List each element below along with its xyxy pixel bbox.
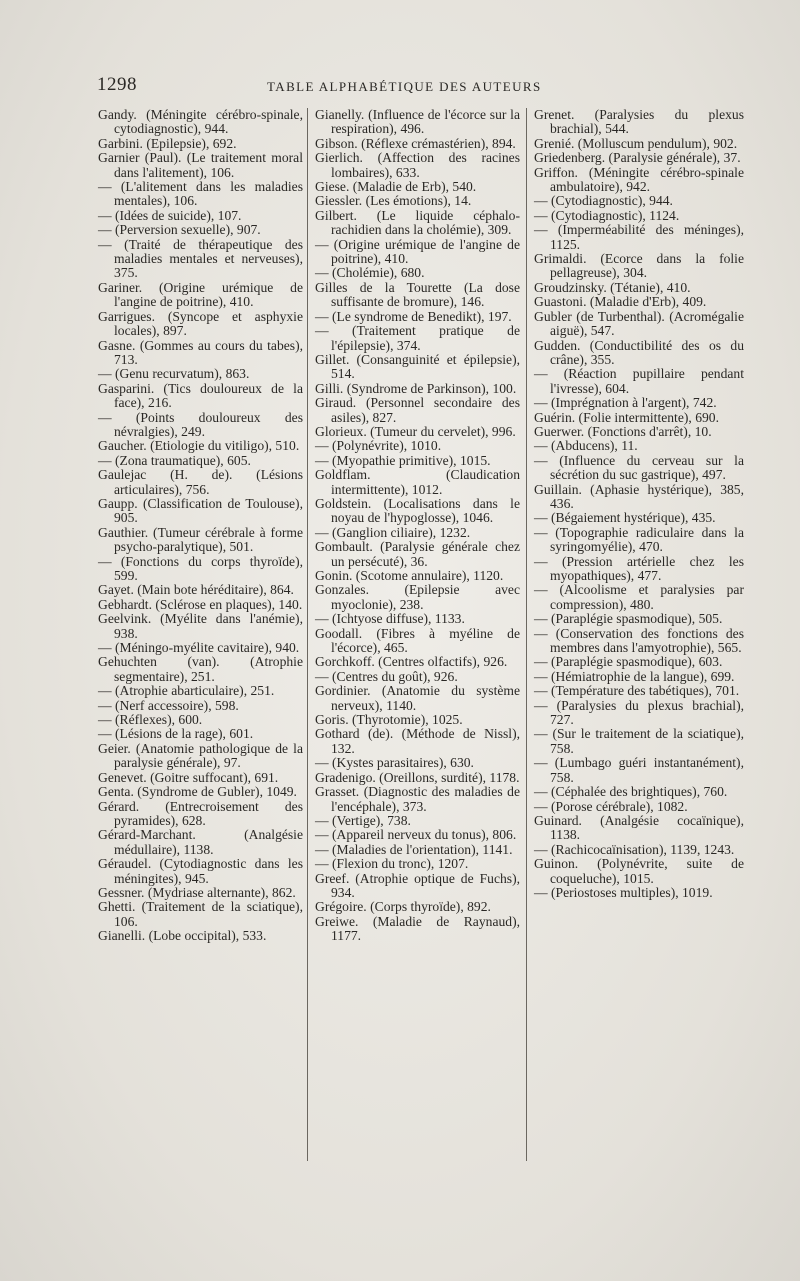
- index-entry: — (Traitement pratique de l'épilepsie), 374.: [315, 323, 520, 353]
- index-entry: Garrigues. (Syncope et asphyxie locales), 897.: [98, 308, 303, 339]
- index-entry: — (Céphalée des brightiques), 760.: [534, 784, 728, 800]
- index-entry: Gianelly. (Influence de l'écorce sur la respiration), 496.: [315, 107, 520, 137]
- index-entry: Goodall. (Fibres à myéline de l'écorce), 465.: [315, 625, 520, 656]
- index-entry: Gasparini. (Tics douloureux de la face), 216.: [98, 380, 303, 411]
- index-entry: Goldflam. (Claudication intermittente), 1012.: [315, 467, 520, 497]
- index-entry: — (Porose cérébrale), 1082.: [534, 798, 688, 814]
- index-entry: Guillain. (Aphasie hystérique), 385, 436.: [534, 481, 744, 511]
- index-entry: — (Cholémie), 680.: [315, 265, 425, 281]
- index-entry: Gauthier. (Tumeur cérébrale à forme psycho-paralytique), 501.: [98, 524, 303, 555]
- index-entry: — (Bégaiement hystérique), 435.: [534, 510, 716, 526]
- index-entry: Gianelli. (Lobe occipital), 533.: [98, 928, 267, 944]
- index-entry: Griedenberg. (Paralysie générale), 37.: [534, 150, 741, 166]
- index-entry: — (Alcoolisme et paralysies par compression), 480.: [534, 582, 744, 612]
- index-column-right: [534, 108, 744, 900]
- index-entry: — (Genu recurvatum), 863.: [98, 366, 250, 382]
- index-entry: — (Topographie radiculaire dans la syringomyélie), 470.: [534, 524, 744, 555]
- index-entry: Guastoni. (Maladie d'Erb), 409.: [534, 294, 707, 310]
- index-entry: — (Flexion du tronc), 1207.: [315, 856, 469, 872]
- index-entry: — (Influence du cerveau sur la sécrétion du suc gastrique), 497.: [534, 452, 744, 483]
- index-entry: — (Centres du goût), 926.: [315, 668, 458, 684]
- index-entry: Grenet. (Paralysies du plexus brachial), 544.: [534, 107, 744, 137]
- index-entry: Gradenigo. (Oreillons, surdité), 1178.: [315, 769, 520, 785]
- index-entry: — (L'alitement dans les maladies mentales), 106.: [98, 179, 303, 209]
- index-entry: Ghetti. (Traitement de la sciatique), 106.: [98, 899, 303, 929]
- index-entry: Grimaldi. (Ecorce dans la folie pellagreuse), 304.: [534, 251, 744, 281]
- index-entry: — (Cytodiagnostic), 1124.: [534, 207, 680, 223]
- column-rule: [307, 108, 308, 1161]
- index-column-middle: [315, 108, 520, 944]
- index-entry: — (Lésions de la rage), 601.: [98, 726, 254, 742]
- index-entry: Gaucher. (Etiologie du vitiligo), 510.: [98, 438, 300, 454]
- index-entry: — (Cytodiagnostic), 944.: [534, 193, 673, 209]
- index-entry: Gubler (de Turbenthal). (Acromégalie aiguë), 547.: [534, 308, 744, 339]
- index-entry: Giessler. (Les émotions), 14.: [315, 193, 472, 209]
- index-entry: — (Paraplégie spasmodique), 505.: [534, 611, 723, 627]
- index-entry: Gariner. (Origine urémique de l'angine de poitrine), 410.: [98, 279, 303, 310]
- index-entry: — (Hémiatrophie de la langue), 699.: [534, 668, 735, 684]
- index-entry: — (Sur le traitement de la sciatique), 758.: [534, 726, 744, 756]
- index-entry: Gessner. (Mydriase alternante), 862.: [98, 884, 296, 900]
- index-entry: Gibson. (Réflexe crémastérien), 894.: [315, 135, 516, 151]
- index-entry: — (Imprégnation à l'argent), 742.: [534, 395, 717, 411]
- index-entry: Gilbert. (Le liquide céphalo-rachidien dans la cholémie), 309.: [315, 207, 520, 238]
- index-entry: — (Réflexes), 600.: [98, 712, 203, 728]
- index-entry: Groudzinsky. (Tétanie), 410.: [534, 279, 691, 295]
- index-entry: Giese. (Maladie de Erb), 540.: [315, 179, 477, 195]
- index-entry: Guinard. (Analgésie cocaïnique), 1138.: [534, 812, 744, 843]
- index-entry: Gaulejac (H. de). (Lésions articulaires), 756.: [98, 467, 303, 497]
- index-column-left: [98, 108, 303, 944]
- index-entry: — (Maladies de l'orientation), 1141.: [315, 841, 513, 857]
- index-entry: Gilli. (Syndrome de Parkinson), 100.: [315, 380, 517, 396]
- index-entry: — (Conservation des fonctions des membres dans l'amyotrophie), 565.: [534, 625, 744, 656]
- index-entry: — (Appareil nerveux du tonus), 806.: [315, 827, 517, 843]
- index-entry: Gothard (de). (Méthode de Nissl), 132.: [315, 726, 520, 756]
- index-entry: — (Nerf accessoire), 598.: [98, 697, 239, 713]
- index-entry: — (Traité de thérapeutique des maladies mentales et nerveuses), 375.: [98, 236, 303, 281]
- index-entry: Gonzales. (Epilepsie avec myoclonie), 238.: [315, 582, 520, 612]
- index-entry: Geelvink. (Myélite dans l'anémie), 938.: [98, 611, 303, 641]
- index-entry: — (Rachicocaïnisation), 1139, 1243.: [534, 841, 735, 857]
- index-entry: — (Paralysies du plexus brachial), 727.: [534, 697, 744, 728]
- index-entry: Gillet. (Consanguinité et épilepsie), 514.: [315, 351, 520, 382]
- index-entry: — (Fonctions du corps thyroïde), 599.: [98, 553, 303, 583]
- index-entry: Gorchkoff. (Centres olfactifs), 926.: [315, 654, 508, 670]
- index-entry: Goldstein. (Localisations dans le noyau de l'hypoglosse), 1046.: [315, 495, 520, 526]
- index-entry: Gonin. (Scotome annulaire), 1120.: [315, 568, 504, 583]
- index-entry: — (Lumbago guéri instantanément), 758.: [534, 755, 744, 785]
- index-entry: Genta. (Syndrome de Gubler), 1049.: [98, 784, 297, 800]
- index-entry: — (Imperméabilité des méninges), 1125.: [534, 222, 744, 252]
- index-entry: — (Idées de suicide), 107.: [98, 207, 242, 223]
- index-entry: Greiwe. (Maladie de Raynaud), 1177.: [315, 913, 520, 944]
- index-entry: — (Paraplégie spasmodique), 603.: [534, 654, 723, 670]
- index-entry: — (Perversion sexuelle), 907.: [98, 222, 261, 238]
- index-entry: — (Zona traumatique), 605.: [98, 452, 251, 468]
- index-entry: Gérard-Marchant. (Analgésie médullaire), 1138.: [98, 827, 303, 857]
- index-entry: — (Periostoses multiples), 1019.: [534, 884, 713, 900]
- index-entry: Giraud. (Personnel secondaire des asiles), 827.: [315, 395, 520, 425]
- running-head: TABLE ALPHABÉTIQUE DES AUTEURS: [267, 79, 542, 94]
- index-entry: Grasset. (Diagnostic des maladies de l'encéphale), 373.: [315, 784, 520, 814]
- page-number: 1298: [97, 74, 137, 95]
- index-columns: [98, 108, 756, 1168]
- index-entry: — (Polynévrite), 1010.: [315, 438, 442, 454]
- index-entry: — (Points douloureux des névralgies), 249.: [98, 409, 303, 439]
- index-entry: — (Réaction pupillaire pendant l'ivresse), 604.: [534, 366, 744, 396]
- index-entry: Gayet. (Main bote héréditaire), 864.: [98, 582, 294, 598]
- page-header: [97, 74, 757, 102]
- index-entry: Gombault. (Paralysie générale chez un persécuté), 36.: [315, 539, 520, 569]
- index-entry: — (Pression artérielle chez les myopathiques), 477.: [534, 553, 744, 583]
- index-entry: — (Température des tabétiques), 701.: [534, 683, 740, 699]
- index-entry: Gudden. (Conductibilité des os du crâne), 355.: [534, 337, 744, 367]
- index-entry: Garbini. (Epilepsie), 692.: [98, 135, 237, 151]
- index-entry: Glorieux. (Tumeur du cervelet), 996.: [315, 423, 516, 439]
- index-entry: Greef. (Atrophie optique de Fuchs), 934.: [315, 870, 520, 900]
- index-entry: — (Méningo-myélite cavitaire), 940.: [98, 640, 300, 656]
- index-entry: Gasne. (Gommes au cours du tabes), 713.: [98, 337, 303, 367]
- index-entry: Genevet. (Goitre suffocant), 691.: [98, 769, 279, 785]
- index-entry: Gebhardt. (Sclérose en plaques), 140.: [98, 596, 303, 612]
- index-entry: — (Kystes parasitaires), 630.: [315, 755, 474, 771]
- index-entry: Guérin. (Folie intermittente), 690.: [534, 409, 719, 425]
- index-entry: — (Origine urémique de l'angine de poitrine), 410.: [315, 236, 520, 267]
- index-entry: — (Le syndrome de Benedikt), 197.: [315, 308, 512, 324]
- index-entry: — (Myopathie primitive), 1015.: [315, 452, 491, 468]
- index-entry: Gérard. (Entrecroisement des pyramides), 628.: [98, 798, 303, 828]
- index-entry: Gordinier. (Anatomie du système nerveux), 1140.: [315, 683, 520, 713]
- index-entry: — (Ichtyose diffuse), 1133.: [315, 611, 465, 627]
- index-entry: Géraudel. (Cytodiagnostic dans les méningites), 945.: [98, 856, 303, 886]
- index-entry: Gehuchten (van). (Atrophie segmentaire), 251.: [98, 654, 303, 684]
- index-entry: — (Abducens), 11.: [534, 438, 638, 454]
- index-entry: — (Ganglion ciliaire), 1232.: [315, 524, 471, 540]
- index-entry: — (Vertige), 738.: [315, 812, 411, 828]
- column-rule: [526, 108, 527, 1161]
- index-entry: Gierlich. (Affection des racines lombaires), 633.: [315, 150, 520, 180]
- index-entry: Goris. (Thyrotomie), 1025.: [315, 712, 463, 728]
- index-entry: Grégoire. (Corps thyroïde), 892.: [315, 899, 491, 915]
- index-entry: Guinon. (Polynévrite, suite de coqueluche), 1015.: [534, 856, 744, 886]
- index-entry: Gandy. (Méningite cérébro-spinale, cytodiagnostic), 944.: [98, 107, 303, 137]
- index-entry: Guerwer. (Fonctions d'arrêt), 10.: [534, 423, 712, 439]
- index-entry: Garnier (Paul). (Le traitement moral dans l'alitement), 106.: [98, 150, 303, 180]
- index-entry: Gilles de la Tourette (La dose suffisante de bromure), 146.: [315, 279, 520, 310]
- index-entry: Grenié. (Molluscum pendulum), 902.: [534, 135, 738, 151]
- index-entry: Gaupp. (Classification de Toulouse), 905.: [98, 495, 303, 526]
- index-entry: Griffon. (Méningite cérébro-spinale ambulatoire), 942.: [534, 164, 744, 195]
- index-entry: — (Atrophie abarticulaire), 251.: [98, 683, 275, 699]
- index-entry: Geier. (Anatomie pathologique de la paralysie générale), 97.: [98, 740, 303, 771]
